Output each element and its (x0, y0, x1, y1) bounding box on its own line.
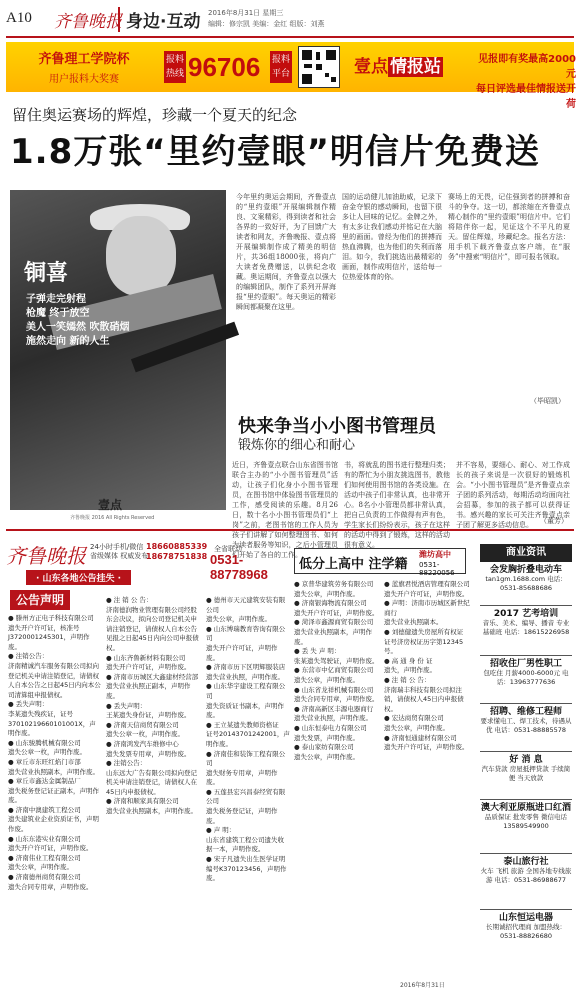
qr-code-icon[interactable] (298, 46, 340, 88)
photo-poster-line: 美人一笑嫣然 吹散硝烟 (26, 322, 130, 333)
sub-article-column-3: 并不容易，要细心、耐心、对工作成长的孩子来说是一次很好的锻炼机会。“小小图书管理员”是齐鲁壹点亲子团的系列活动，每期活动均面向社会招募，参加的孩子都可以获得证书。感兴趣的家长可关注齐鲁壹点亲子团了解更多活动信息。 (456, 461, 570, 529)
business-ad[interactable] (480, 610, 572, 656)
editors-line: 编辑：修宗凯 美编：金红 组版：刘燕 (208, 20, 325, 28)
high-school-ad-title: 低分上高中 注学籍 (299, 557, 408, 572)
sub-article-column-2: 书，将就乱的图书进行整理归类；有的帮忙为小朋友挑选图书，教他们如何使用图书馆的各类设施。在活动中孩子们非常认真，也非常开心。8名小小管理员都非常认真，把自己负责的工作做得有声有色，学生家长们纷纷表示，孩子在这样的活动中得到了锻炼，这样的活动很有意义。 (344, 461, 450, 549)
classified-column-d: ● 京普华建筑劳务有限公司 遗失公章，声明作废。 ● 济南银海物流有限公司 遗失开户许可证，声明作废。 ● 菏泽市鑫源商贸有限公司 遗失营业执照副本，声明作废。 ● 丢 失 声 明： 张某遗失驾驶证，声明作废。 ● 东营市中亿商贸有限公司 遗失公章，声明作废。 ● 山东省龙祥机械有限公司 遗失合同专用章，声明作废。 ● 济南高新区丰源电器商行 遗失营业执照，声明作废。 ● 山东恒泰电力有限公司 遗失发票，声明作废。 ● 泰山家纺有限公司 遗失公章，声明作废。 (294, 580, 379, 761)
business-ad[interactable] (480, 660, 572, 704)
high-school-ad[interactable] (294, 548, 466, 577)
article-column-1: 今年里约奥运会期间，齐鲁壹点的“里约壹眼”开展编辑制作精良、文案精彩，得到读者和社会各界的一致好评，为了回馈广大读者和网友，齐鲁晚报、壹点将开展编辑制作成了精美的明信片，共36组18000张，将向广大读者免费赠送，以供纪念收藏。奥运期间，齐鲁壹点以强大的编辑团队，制作了系列开屏海报“里约壹眼”。每天奥运的精彩瞬间都凝聚在这里。 (236, 193, 336, 311)
business-ad[interactable] (480, 566, 572, 606)
business-ad-text: 品质保证 批发零售 微信电话13589549900 (484, 813, 568, 830)
classified-column-b: ● 注 销 公 告： 济南德润物业管理有限公司经股东会决议，拟向公司登记机关申请注销登记，请债权人自本公告见报之日起45日内向公司申报债权。 ● 山东齐鲁新材料有限公司 遗失开户许可证，声明作废。 ● 济南市历城区大鑫建材经营部 遗失营业执照正副本，声明作废。 ● 丢失声明： 王某遗失身份证，声明作废。 ● 济南天信商贸有限公司 遗失公章一枚，声明作废。 ● 济南鸿发汽车维修中心 遗失发票专用章，声明作废。 ● 注销公告： 山东远大广告有限公司拟向登记机关申请注销登记，请债权人在45日内申报债权。 ● 济南和顺家具有限公司 遗失营业执照副本，声明作废。 (106, 596, 199, 816)
contest-title (24, 48, 144, 85)
classified-column-a: ● 滕州方正电子科技有限公司 遗失开户许可证，核准号J3720001245301，声明作废。 ● 注销公告： 济南精诚汽车服务有限公司拟向登记机关申请注销登记，请债权人自本公告之日起45日内向本公司清算组申报债权。 ● 丢失声明： 李某遗失残疾证，证号37010219660101001X，声明作废。 ● 山东骏腾机械有限公司 遗失公章一枚，声明作废。 ● 章丘市东旺红焰门市部 遗失营业执照副本，声明作废。 ● 章丘市鑫达金属制品厂 遗失税务登记证正副本，声明作废。 ● 济南中澳建筑工程公司 遗失建筑业企业资质证书，声明作废。 ● 山东东港实业有限公司 遗失开户许可证，声明作废。 ● 济南伟业工程有限公司 遗失公章，声明作废。 ● 济南德州商贸有限公司 遗失合同专用章，声明作废。 (8, 614, 101, 891)
high-school-phone[interactable]: 0531-88220056 (419, 561, 455, 577)
ad-banner[interactable] (6, 42, 576, 110)
sub-article-kicker: 锻炼你的细心和耐心 (238, 438, 356, 453)
contest-name: 齐鲁理工学院杯 (38, 52, 130, 67)
business-ad-text: 要求懂电工、焊工技术，待遇从优 电话：0531-88885578 (480, 717, 572, 734)
business-ad[interactable] (480, 858, 572, 910)
rifle-shape (131, 322, 239, 373)
business-ad[interactable] (480, 756, 572, 800)
photo-poster-line: 子弹走完射程 (26, 294, 86, 305)
business-ad-text: 音乐、美术、编导、播音 专业基础班 电话：18615226958 (482, 619, 570, 636)
business-ad[interactable] (480, 708, 572, 752)
business-ad-title: 好 消 息 (509, 755, 543, 765)
brand-name (354, 52, 443, 77)
sub-article-headline: 快来争当小小图书管理员 (238, 416, 436, 437)
brand-name-b: 情报站 (390, 57, 441, 77)
classifieds-main-label: 全省联动 (214, 545, 242, 553)
business-ad-title: 招聘、维修工程师 (489, 707, 562, 717)
prize-info (470, 52, 576, 112)
business-ad-text: 火车 飞机 旅游 全国各地专线旅游 电话：0531-86988677 (480, 867, 572, 884)
classifieds-coverage-banner: · 山东各地公告挂失 · (26, 570, 131, 585)
business-ad-title: 山东恒运电器 (498, 913, 553, 923)
issue-date: 2016年8月31日 星期三 (208, 9, 284, 17)
classifieds-phone-1[interactable]: 18660885339 (146, 542, 208, 551)
article-column-2: 国的运动健儿加油助威，记录下奋金夺银的感动瞬间，也留下很多让人回味的记忆。金牌之外，有太多让我们感动并铭记在大脑里的画面。曾经为他们的拼搏而热血沸腾，也为他们的失利而落泪。如今，我们挑选出最精彩的画面，制作成明信片，送给每一位热爱体育的你。 (342, 193, 442, 281)
photo-poster-line: 枪魔 终于放空 (26, 308, 90, 319)
high-school-name: 潍坊高中 (419, 550, 451, 559)
sub-article-byline: （董芳） (540, 517, 568, 525)
brand-name-a: 壹点 (354, 57, 388, 77)
prize-line-1: 见报即有奖最高2000元 (478, 54, 576, 80)
photo-poster-line: 施然走向 新的人生 (26, 336, 110, 347)
business-ad-text: 包吃住 月薪4000-6000元 电话：13963777636 (483, 669, 569, 686)
classifieds-logo: 齐鲁晚报 (6, 544, 86, 568)
article-kicker: 留住奥运赛场的辉煌，珍藏一个夏天的纪念 (12, 106, 298, 124)
business-ad-title: 会发胸折叠电动车 (489, 565, 562, 575)
section-divider (6, 529, 574, 531)
article-headline: 1.8万张“里约壹眼”明信片免费送 (10, 132, 540, 172)
footer-date: 2016年8月31日 (400, 982, 445, 989)
athlete-photo (10, 190, 226, 510)
business-ad[interactable] (480, 804, 572, 854)
classifieds-phone-2[interactable]: 18678751838 (146, 552, 208, 561)
page-masthead (6, 4, 574, 38)
classified-column-c: ● 德州市天元建筑安装有限公司 遗失公章，声明作废。 ● 山东博瑞教育咨询有限公司 遗失开户许可证，声明作废。 ● 济南市历下区明辉服装店 遗失营业执照，声明作废。 ● 山东华宇建设工程有限公司 遗失资质证书副本，声明作废。 ● 王立某遗失教师资格证 证号20143701242001，声明作废。 ● 济南佳和装饰工程有限公司 遗失财务专用章，声明作废。 ● 五莲县宏兴昌泰经贸有限公司 遗失税务登记证，声明作废。 ● 声 明： 山东省建筑工程公司遗失收据一本，声明作废。 ● 宋子凡遗失出生医学证明 编号K370123456，声明作废。 (206, 596, 290, 883)
notice-tab[interactable]: 公告声明 (10, 590, 70, 610)
hotline-label: 报料热线 (164, 51, 186, 83)
business-ad-text: 长期诚招代理商 加盟热线：0531-88826680 (485, 923, 567, 940)
business-ad-title: 泰山旅行社 (503, 857, 549, 867)
platform-label: 报料平台 (270, 51, 292, 83)
page-number: A10 (6, 10, 32, 26)
section-title: 身边·互动 (118, 7, 200, 32)
classifieds-main-phone[interactable]: 0531-88778968 (210, 552, 268, 582)
photo-credit: 齐鲁晚报 2016 All Rights Reserved (70, 515, 155, 521)
contest-sub: 用户报料大奖赛 (49, 74, 119, 85)
business-info-tab[interactable]: 商业资讯 (480, 544, 572, 562)
classified-column-e: ● 蓝旗君悦酒店管理有限公司 遗失开户许可证，声明作废。 ● 声明：济南市历城区新世纪商行 遗失营业执照副本。 ● 刘德健遗失房屋所有权证 证号济房权证历字第12345号。 ● 高 通 身 份 证 遗失，声明作废。 ● 注 销 公 告： 济南瑞丰科技有限公司拟注销，请债权人45日内申报债权。 ● 宏达商贸有限公司 遗失公章，声明作废。 ● 济南恒通建材有限公司 遗失开户许可证，声明作废。 (384, 580, 470, 752)
business-ad-title: 澳大利亚原瓶进口红酒 (480, 803, 571, 813)
sub-article-column-1: 近日，齐鲁壹点联合山东省图书馆联合主办的“小小图书管理员”活动，让孩子们化身小小图书管理员，在图书馆中体验图书管理员的工作，感受阅读的乐趣。8月26日，数十名小小图书管理员们“上岗”之前，老图书馆的工作人员为孩子们讲解了如何整理图书、如何为读者服务等知识，之后小管理员们开始了各自的工作。 (232, 461, 338, 559)
article-byline: （毕昭凯） (530, 397, 565, 405)
business-ad-title: 招收住厂男性职工 (489, 659, 562, 669)
business-ad-title: 2017 艺考培训 (493, 609, 559, 619)
business-ad[interactable] (480, 914, 572, 974)
classifieds-province-label: 省级媒体 权威发布 (90, 552, 149, 560)
business-ad-text: 汽车贷款 房屋抵押贷款 手续简便 当天放款 (481, 765, 571, 782)
paper-logo: 齐鲁晚报 (54, 12, 122, 32)
business-ad-text: tan1gm.1688.com 电话：0531-85688686 (485, 575, 567, 592)
article-column-3: 赛场上的无畏，记住强到者的拼搏和奋斗的争夺。这一切，都浓缩在齐鲁壹点精心制作的“里约壹眼”明信片中。它们将陪伴你一起，见证这个不平凡的夏天。留住辉煌，珍藏纪念。报名方法：用手机下载齐鲁壹点客户端，在“服务”中搜索“明信片”，即可报名领取。 (448, 193, 570, 261)
photo-logo: 壹点 (98, 498, 123, 512)
hotline-number: 96706 (188, 52, 261, 82)
prize-line-2: 每日评选最佳情报送开荷 (476, 84, 576, 110)
classifieds-header (6, 540, 290, 584)
classifieds-24h-label: 24小时手机/微信 (90, 543, 144, 551)
face-shape (106, 216, 176, 296)
photo-poster-title: 铜喜 (24, 261, 69, 286)
